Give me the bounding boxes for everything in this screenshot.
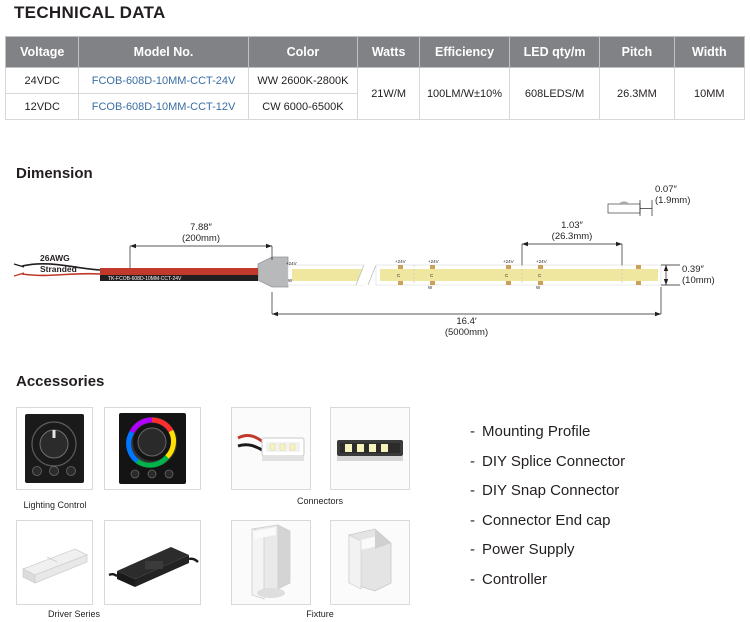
list-item: [470, 447, 625, 477]
cell-width: 10MM: [674, 68, 744, 120]
thumb-driver-slim[interactable]: [16, 520, 93, 605]
thumb-snap-connector[interactable]: [330, 407, 410, 490]
cut-interval-label: 1.03″ (26.3mm): [551, 220, 593, 242]
dash-bullet: -: [470, 482, 475, 499]
table-row: [6, 68, 745, 94]
list-item: [470, 565, 625, 595]
thumb-lighting-control-dimmer[interactable]: [16, 407, 93, 490]
cell-model: FCOB-608D-10MM-CCT-24V: [79, 68, 248, 94]
column-header-model: Model No.: [79, 37, 248, 68]
cell-watts: 21W/M: [358, 68, 420, 120]
pad-label-c: C: [505, 273, 509, 278]
column-header-pitch: Pitch: [600, 37, 674, 68]
pad-label-w: W: [428, 285, 433, 290]
page-title: TECHNICAL DATA: [14, 3, 166, 22]
technical-data-table: [5, 36, 745, 120]
cell-pitch: 26.3MM: [600, 68, 674, 120]
lead-length-label: 7.88″ (200mm): [181, 222, 220, 244]
list-item-label: DIY Snap Connector: [482, 482, 620, 499]
column-header-width: Width: [674, 37, 744, 68]
pad-label-24v: +24V: [503, 259, 514, 264]
accessories-list: [470, 417, 625, 594]
cell-color: WW 2600K-2800K: [248, 68, 358, 94]
strip-print-label: TK-FCOB-608D-10MM-CCT-24V: [108, 276, 182, 282]
thumb-fixture-profile-round[interactable]: [231, 520, 311, 605]
caption-driver-series: Driver Series: [47, 609, 100, 619]
pad-label-24v: +24V: [536, 259, 547, 264]
pad-label-24v: +24V: [395, 259, 406, 264]
column-header-color: Color: [248, 37, 358, 68]
strip-height-label: 0.39″ (10mm): [682, 264, 715, 286]
thumb-lighting-control-rgb-panel[interactable]: [104, 407, 201, 490]
cell-voltage: 24VDC: [6, 68, 79, 94]
column-header-watts: Watts: [358, 37, 420, 68]
list-item-label: Controller: [482, 570, 548, 588]
caption-lighting-control: Lighting Control: [23, 500, 87, 510]
dash-bullet: -: [470, 511, 475, 529]
cell-voltage: 12VDC: [6, 94, 79, 120]
dimension-diagram: [0, 182, 750, 352]
list-item-label: Mounting Profile: [482, 423, 591, 440]
pad-label-24v: +24V: [428, 259, 439, 264]
pad-label-24v: +24V: [286, 261, 297, 266]
thickness-dimension-label: 0.07″ (1.9mm): [655, 184, 691, 206]
pad-label-c: C: [397, 273, 401, 278]
list-item: [470, 506, 625, 536]
list-item: [470, 417, 625, 447]
cell-model: FCOB-608D-10MM-CCT-12V: [79, 94, 248, 120]
cell-efficiency: 100LM/W±10%: [420, 68, 510, 120]
thumb-fixture-corner-profile[interactable]: [330, 520, 410, 605]
pad-label-w: W: [536, 285, 541, 290]
accessories-heading: Accessories: [16, 373, 105, 390]
column-header-efficiency: Efficiency: [420, 37, 510, 68]
pad-label-c: C: [430, 273, 434, 278]
caption-fixture: Fixture: [306, 609, 334, 619]
table-header-row: [6, 37, 745, 68]
dash-bullet: -: [470, 541, 475, 558]
list-item-label: Connector End cap: [482, 511, 611, 529]
cell-led-qty: 608LEDS/M: [510, 68, 600, 120]
caption-connectors: Connectors: [296, 496, 344, 506]
thumb-splice-connector[interactable]: [231, 407, 311, 490]
dash-bullet: -: [470, 570, 475, 588]
list-item: [470, 476, 625, 506]
list-item-label: Power Supply: [482, 541, 575, 558]
column-header-voltage: Voltage: [6, 37, 79, 68]
list-item: [470, 535, 625, 565]
pad-label-w: W: [288, 278, 293, 283]
thumb-driver-waterproof[interactable]: [104, 520, 201, 605]
cell-color: CW 6000-6500K: [248, 94, 358, 120]
total-length-label: 16.4′ (5000mm): [444, 316, 489, 338]
dash-bullet: -: [470, 423, 475, 440]
dimension-heading: Dimension: [16, 165, 93, 182]
dash-bullet: -: [470, 452, 475, 470]
list-item-label: DIY Splice Connector: [482, 452, 626, 470]
pad-label-c: C: [538, 273, 542, 278]
wire-gauge-label: 26AWG Stranded: [40, 253, 77, 274]
column-header-led-qty: LED qty/m: [510, 37, 600, 68]
